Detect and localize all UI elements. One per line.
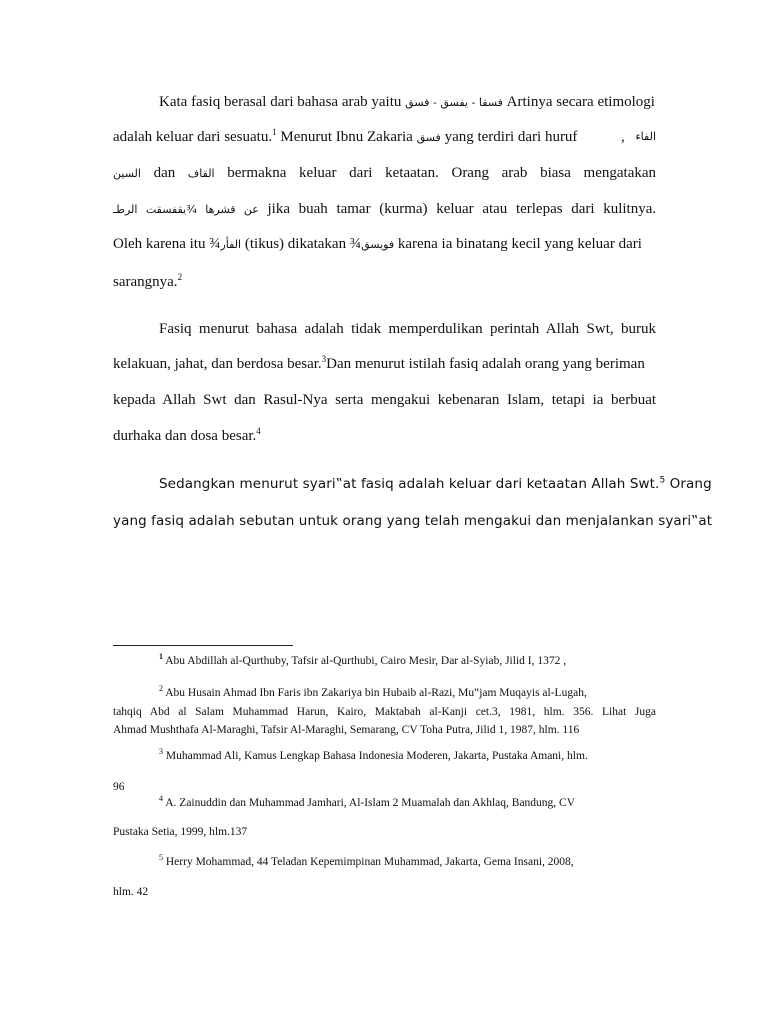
text: Oleh karena itu ¾ (113, 236, 221, 252)
footnote-separator (113, 645, 293, 646)
arabic-text: عن قشرها ¾يقفسقت الرطـ (113, 203, 259, 216)
text: kebenaran (437, 392, 500, 408)
text: ia (592, 392, 604, 408)
text: memperdulikan (388, 321, 483, 337)
p2-line-2 (113, 354, 656, 374)
footnote-text: Muhammad Ali, Kamus Lengkap Bahasa Indonesia Moderen, Jakarta, Pustaka Amani, hlm. (163, 750, 588, 762)
text: Orang (451, 165, 489, 181)
footnote-number: 3 (159, 747, 163, 757)
text: Allah (162, 392, 196, 408)
text: Dan menurut istilah fasiq adalah orang yang beriman (326, 356, 645, 372)
p2-line-3 (113, 390, 656, 410)
text: Swt (203, 392, 227, 408)
text: tidak (351, 321, 382, 337)
footnote-ref[interactable]: 5 (659, 475, 666, 486)
p3-line-1 (159, 474, 712, 494)
arabic-text: القاف (187, 167, 215, 180)
footnote-text: hlm. 42 (113, 886, 149, 898)
text: sarangnya. (113, 274, 178, 290)
footnote-text: A. Zainuddin dan Muhammad Jamhari, Al-Islam 2 Muamalah dan Akhlaq, Bandung, CV (163, 797, 576, 809)
footnote-ref[interactable]: 1 (272, 127, 277, 137)
footnote-2-line-1 (159, 684, 656, 703)
text: menurut (198, 321, 249, 337)
text: mengatakan (583, 165, 657, 181)
p1-line-3 (113, 163, 656, 184)
text: kulitnya. (603, 201, 657, 217)
text: dan (153, 165, 176, 181)
footnote-text: Herry Mohammad, 44 Teladan Kepemimpinan Muhammad, Jakarta, Gema Insani, 2008, (163, 856, 574, 868)
text: Swt, (586, 321, 614, 337)
footnote-number: 4 (159, 794, 163, 804)
footnote-ref[interactable]: 2 (177, 272, 183, 282)
footnote-3-line-1 (159, 747, 656, 766)
text: (tikus) dikatakan ¾ (241, 236, 362, 252)
text: Allah (545, 321, 580, 337)
text: durhaka dan dosa besar. (113, 428, 257, 444)
arabic-text: السين (113, 167, 141, 180)
text: Artinya secara etimologi (506, 94, 655, 110)
text: Islam, (507, 392, 545, 408)
text: Orang (665, 476, 712, 492)
arabic-text: فسقا - يفسق - فسق (405, 96, 503, 109)
arabic-text: فويسق (361, 238, 395, 251)
text: Menurut Ibnu Zakaria (276, 129, 413, 145)
text: keluar (299, 165, 337, 181)
footnote-2-line-2 (113, 703, 656, 722)
text: (kurma) (379, 201, 428, 217)
text: adalah (304, 321, 344, 337)
arabic-text: الفاء (635, 130, 656, 143)
text: kelakuan, jahat, dan berdosa besar. (113, 356, 322, 372)
text: Kata fasiq berasal dari bahasa arab yaitu (159, 94, 402, 110)
footnote-4-line-1 (159, 794, 656, 813)
text: mengakui (371, 392, 431, 408)
text: Fasiq (159, 321, 192, 337)
footnote-ref[interactable]: 4 (256, 426, 261, 436)
text: dari (571, 201, 595, 217)
footnote-1 (159, 652, 656, 671)
text: yang terdiri dari huruf (444, 129, 578, 145)
footnote-ref[interactable]: 3 (321, 354, 327, 364)
footnote-number: 1 (159, 652, 163, 662)
text: jika (267, 201, 290, 217)
text: , (621, 129, 625, 145)
text: arab (501, 165, 528, 181)
p3-line-2 (113, 511, 713, 531)
text: ketaatan. (385, 165, 439, 181)
footnote-text: Pustaka Setia, 1999, hlm.137 (113, 826, 248, 838)
footnote-number: 5 (159, 853, 163, 863)
footnote-text: Abu Husain Ahmad Ibn Faris ibn Zakariya bin Hubaib al-Razi, Mu‟jam Muqayis al-Lugah, (163, 687, 587, 699)
footnote-number: 2 (159, 684, 163, 694)
text: serta (335, 392, 364, 408)
text: adalah keluar dari sesuatu. (113, 129, 273, 145)
p2-line-1 (159, 319, 656, 339)
text: dan (234, 392, 256, 408)
arabic-text: فسق (416, 131, 441, 144)
text: keluar (436, 201, 474, 217)
text: tamar (336, 201, 371, 217)
text: bermakna (227, 165, 287, 181)
text: buruk (621, 321, 657, 337)
footnote-text: tahqiq Abd al Salam Muhammad Harun, Kairo, Maktabah al-Kanji cet.3, 1981, hlm. 356. Lihat Juga (113, 706, 656, 718)
text: dari (349, 165, 373, 181)
arabic-text: الفأر (220, 238, 242, 251)
footnote-5-line-1 (159, 853, 656, 872)
text: karena ia binatang kecil yang keluar dari (394, 236, 642, 252)
p2-line-4 (113, 426, 656, 446)
p1-line-2 (113, 127, 656, 148)
text: perintah (490, 321, 540, 337)
p1-line-4 (113, 199, 656, 220)
text: kepada (113, 392, 156, 408)
footnote-5-line-2 (113, 883, 656, 902)
text: biasa (540, 165, 571, 181)
text: bahasa (256, 321, 298, 337)
text: yang fasiq adalah sebutan untuk orang yang telah mengakui dan menjalankan syari‟at (113, 513, 713, 529)
text: Rasul-Nya (263, 392, 328, 408)
p1-line-1 (159, 92, 656, 113)
p1-line-6 (113, 272, 656, 292)
text: berbuat (611, 392, 657, 408)
footnote-2-line-3 (113, 721, 656, 740)
footnote-text: Ahmad Mushthafa Al-Maraghi, Tafsir Al-Maraghi, Semarang, CV Toha Putra, Jilid 1, 1987, hlm. 116 (113, 724, 580, 736)
p1-line-5 (113, 234, 656, 255)
text: terlepas (515, 201, 563, 217)
text: atau (482, 201, 508, 217)
text: tetapi (551, 392, 586, 408)
footnote-text: Abu Abdillah al-Qurthuby, Tafsir al-Qurthubi, Cairo Mesir, Dar al-Syiab, Jilid I, 1372 , (163, 655, 567, 667)
text: buah (298, 201, 328, 217)
footnote-4-line-2 (113, 823, 656, 842)
text: Sedangkan menurut syari‟at fasiq adalah keluar dari ketaatan Allah Swt. (159, 476, 660, 492)
footnote-text: 96 (113, 781, 125, 793)
